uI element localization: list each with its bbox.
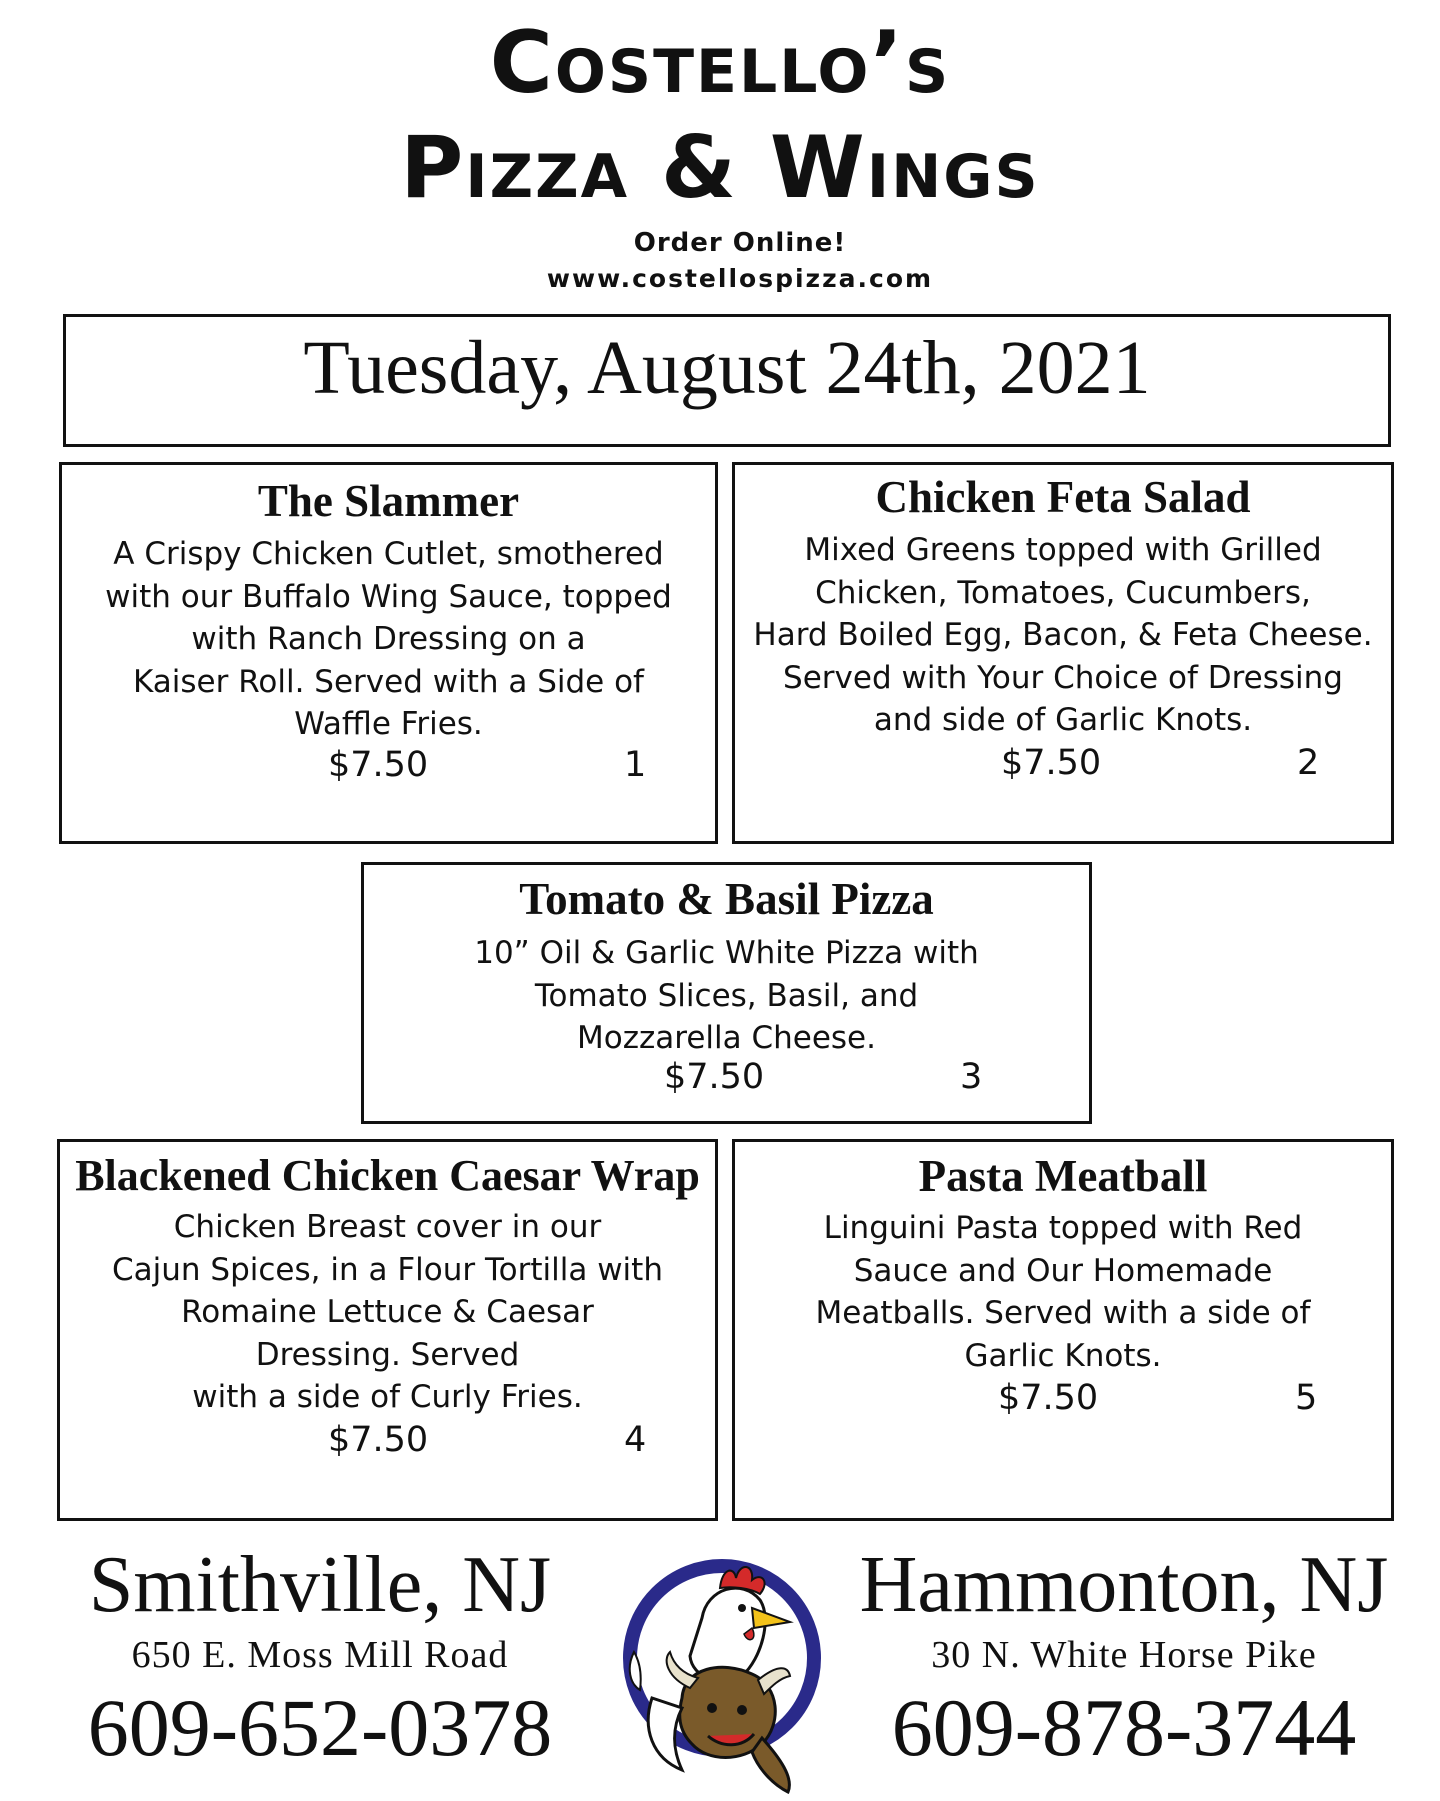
item-desc-line: Hard Boiled Egg, Bacon, & Feta Cheese.	[753, 617, 1373, 653]
item-description	[364, 932, 1089, 1060]
item-desc-line: A Crispy Chicken Cutlet, smothered	[113, 536, 664, 572]
location-smithville	[0, 1540, 640, 1775]
menu-item-5	[732, 1139, 1394, 1521]
brand-name-line1	[0, 8, 1440, 118]
item-title: The Slammer	[257, 476, 520, 526]
item-number: 4	[624, 1420, 647, 1460]
item-number: 2	[1297, 743, 1320, 783]
item-desc-line: and side of Garlic Knots.	[873, 702, 1253, 738]
location-address: 30 N. White Horse Pike	[931, 1634, 1317, 1676]
item-desc-line: 10” Oil & Garlic White Pizza with	[474, 935, 979, 971]
brand-line1-text: Costello’s	[489, 13, 951, 113]
item-title: Pasta Meatball	[918, 1151, 1208, 1201]
item-description	[735, 529, 1391, 742]
item-title: Tomato & Basil Pizza	[519, 874, 934, 924]
item-description	[735, 1207, 1391, 1377]
brand-line2-text: Pizza & Wings	[400, 118, 1040, 218]
menu-item-2	[732, 462, 1394, 844]
website-link[interactable]: www.costellospizza.com	[546, 264, 934, 293]
item-desc-line: Linguini Pasta topped with Red	[823, 1210, 1303, 1246]
item-desc-line: Mozzarella Cheese.	[577, 1020, 876, 1056]
item-desc-line: Mixed Greens topped with Grilled	[804, 532, 1322, 568]
item-desc-line: Cajun Spices, in a Flour Tortilla with	[112, 1251, 663, 1288]
item-title: Chicken Feta Salad	[875, 472, 1251, 522]
item-desc-line: Chicken, Tomatoes, Cucumbers,	[815, 574, 1311, 611]
item-desc-line: Waffle Fries.	[294, 706, 483, 742]
item-price: $7.50	[664, 1057, 765, 1097]
item-number: 1	[624, 745, 647, 785]
item-desc-line: Kaiser Roll. Served with a Side of	[133, 663, 644, 700]
item-desc-line: Meatballs. Served with a side of	[815, 1295, 1311, 1331]
brand-name-line2	[0, 113, 1440, 223]
menu-item-4	[57, 1139, 718, 1521]
item-price: $7.50	[328, 1420, 429, 1460]
item-desc-line: Garlic Knots.	[964, 1337, 1162, 1374]
location-city: Hammonton, NJ	[859, 1541, 1389, 1629]
item-number: 3	[960, 1057, 983, 1097]
item-desc-line: with a side of Curly Fries.	[192, 1379, 583, 1415]
item-description	[60, 1206, 715, 1419]
menu-item-1	[59, 462, 718, 844]
location-address: 650 E. Moss Mill Road	[131, 1634, 509, 1676]
location-phone[interactable]: 609-878-3744	[891, 1682, 1357, 1773]
item-number: 5	[1295, 1378, 1318, 1418]
item-title: Blackened Chicken Caesar Wrap	[75, 1151, 700, 1200]
item-desc-line: with our Buffalo Wing Sauce, topped	[105, 578, 672, 615]
item-desc-line: Tomato Slices, Basil, and	[534, 977, 919, 1014]
item-price: $7.50	[998, 1378, 1099, 1418]
item-desc-line: Served with Your Choice of Dressing	[783, 659, 1343, 696]
date-banner	[63, 314, 1391, 447]
order-online-label: Order Online!	[633, 228, 847, 258]
item-description	[62, 533, 715, 746]
item-price: $7.50	[328, 745, 429, 785]
location-city: Smithville, NJ	[88, 1541, 552, 1629]
item-desc-line: Romaine Lettuce & Caesar	[181, 1294, 594, 1330]
location-hammonton	[808, 1540, 1440, 1775]
menu-item-3	[361, 862, 1092, 1124]
location-phone[interactable]: 609-652-0378	[87, 1682, 553, 1773]
item-desc-line: with Ranch Dressing on a	[191, 621, 586, 657]
item-desc-line: Sauce and Our Homemade	[853, 1252, 1273, 1289]
item-desc-line: Chicken Breast cover in our	[173, 1209, 602, 1245]
date-text: Tuesday, August 24th, 2021	[303, 326, 1151, 410]
item-desc-line: Dressing. Served	[255, 1336, 520, 1373]
item-price: $7.50	[1001, 743, 1102, 783]
